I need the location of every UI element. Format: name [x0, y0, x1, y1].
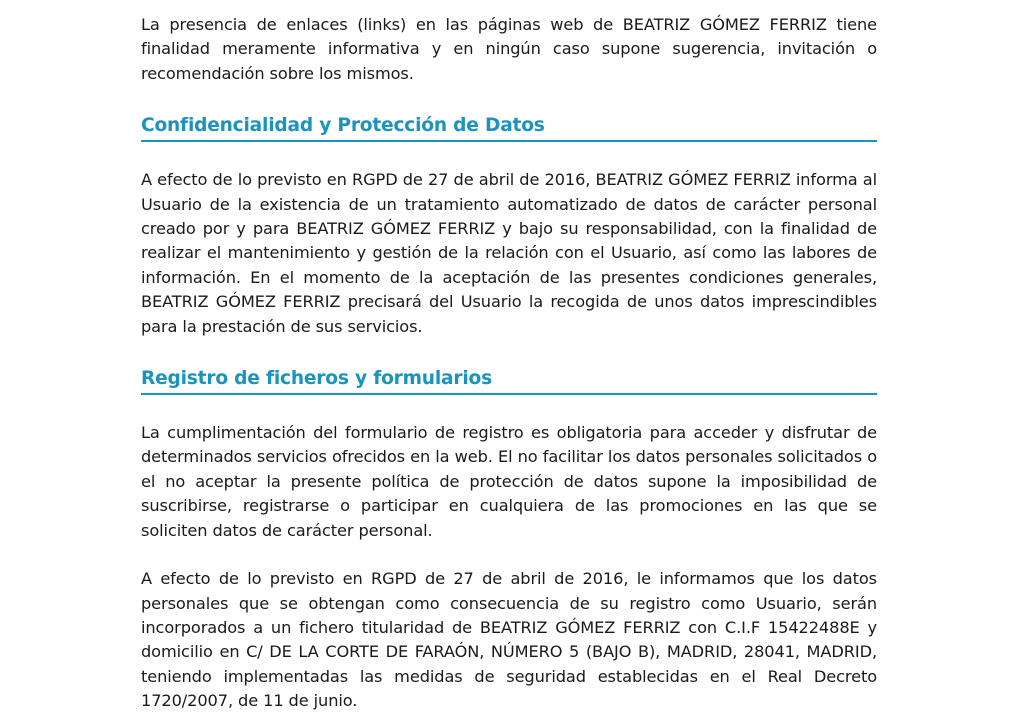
registration-form-paragraph: La cumplimentación del formulario de registro es obligatoria para acceder y disfrutar de determinados servicios ofrecidos en la web. El no facilitar los datos personales solicitados o el no aceptar la presente política de protección de datos supone la imposibilidad de suscribirse, registrarse o participar en cualquiera de las promociones en las que se soliciten datos de carácter personal.	[141, 423, 877, 540]
links-disclaimer-paragraph: La presencia de enlaces (links) en las páginas web de BEATRIZ GÓMEZ FERRIZ tiene finalidad meramente informativa y en ningún caso supone sugerencia, invitación o recomendación sobre los mismos.	[141, 15, 877, 83]
data-protection-paragraph: A efecto de lo previsto en RGPD de 27 de abril de 2016, BEATRIZ GÓMEZ FERRIZ informa al Usuario de la existencia de un tratamiento automatizado de datos de carácter personal creado por y para BEATRIZ GÓMEZ FERRIZ y bajo su responsabilidad, con la finalidad de realizar el mantenimiento y gestión de la relación con el Usuario, así como las labores de información. En el momento de la aceptación de las presentes condiciones generales, BEATRIZ GÓMEZ FERRIZ precisará del Usuario la recogida de unos datos imprescindibles para la prestación de sus servicios.	[141, 170, 877, 336]
legal-document	[141, 0, 877, 714]
section-heading-data-protection: Confidencialidad y Protección de Datos	[141, 114, 877, 142]
section-heading-registration-forms: Registro de ficheros y formularios	[141, 367, 877, 395]
data-file-paragraph: A efecto de lo previsto en RGPD de 27 de abril de 2016, le informamos que los datos personales que se obtengan como consecuencia de su registro como Usuario, serán incorporados a un fichero titularidad de BEATRIZ GÓMEZ FERRIZ con C.I.F 15422488E y domicilio en C/ DE LA CORTE DE FARAÓN, NÚMERO 5 (BAJO B), MADRID, 28041, MADRID, teniendo implementadas las medidas de seguridad establecidas en el Real Decreto 1720/2007, de 11 de junio.	[141, 569, 877, 711]
